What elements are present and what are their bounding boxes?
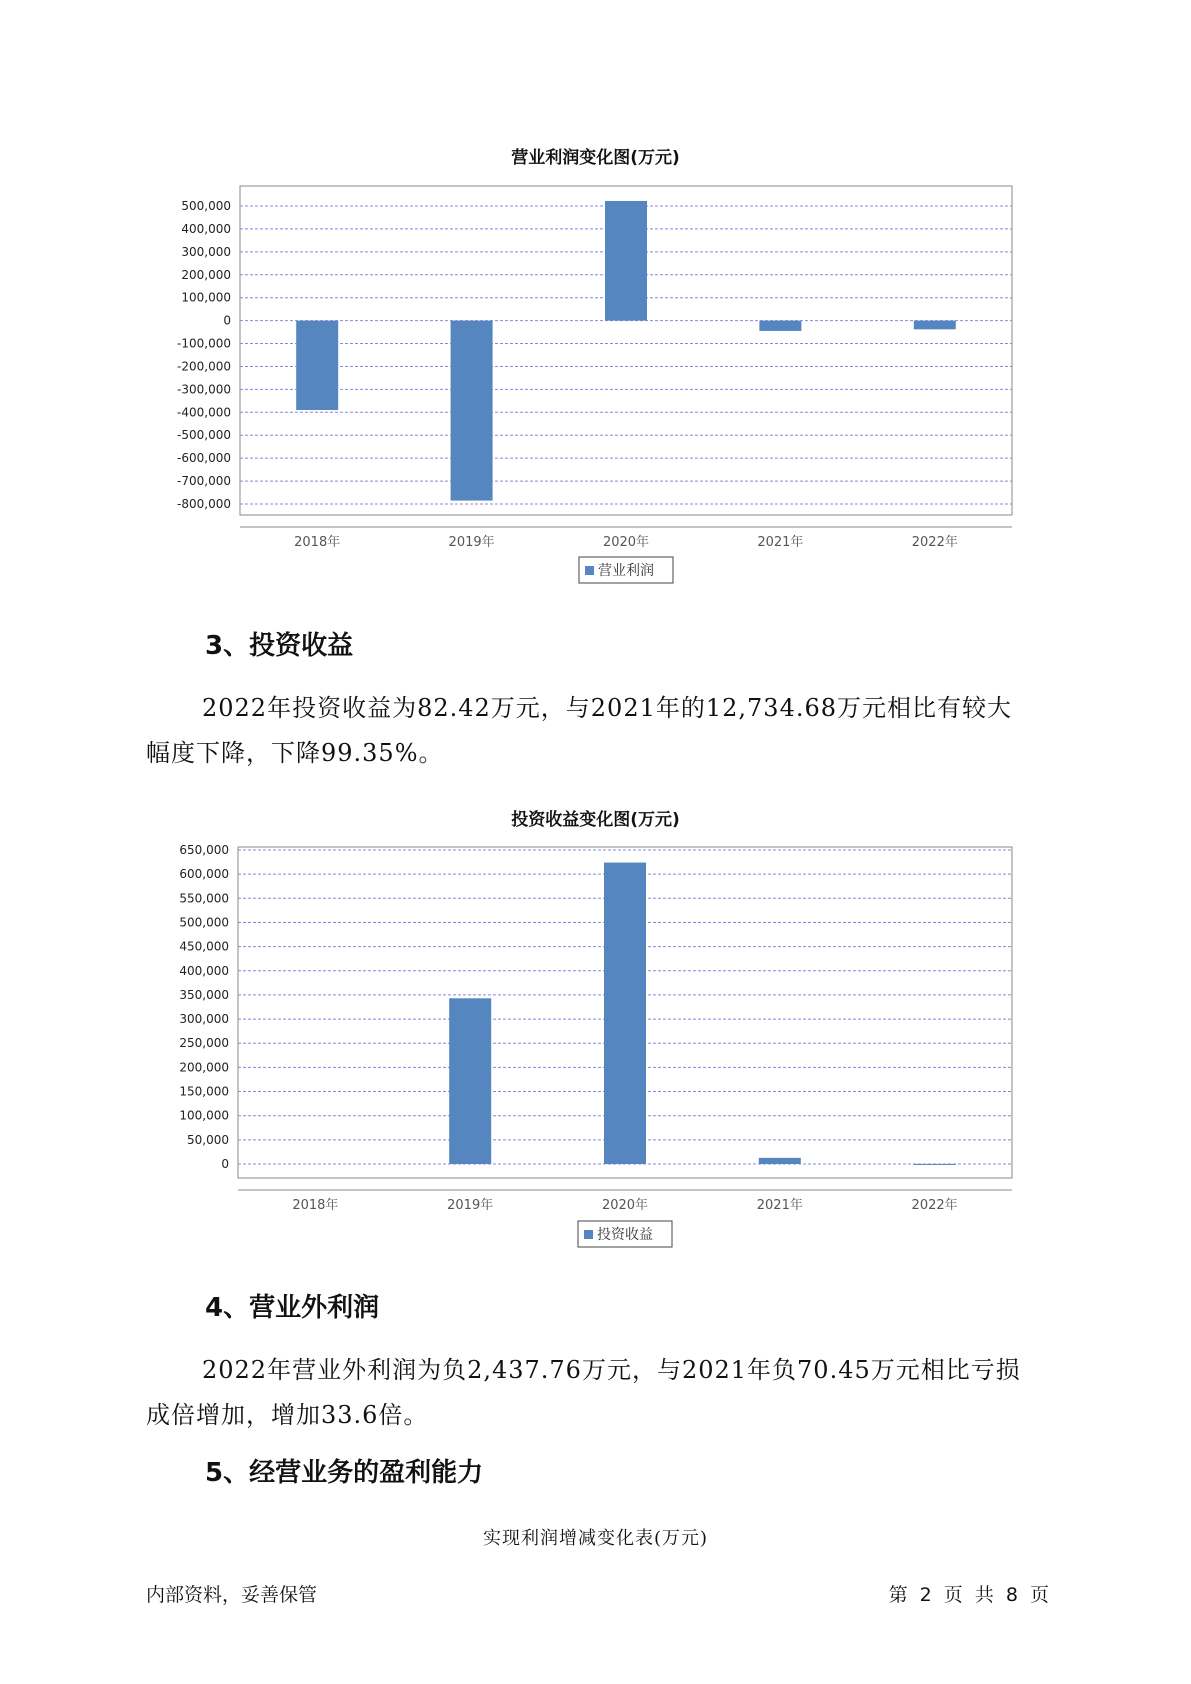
y-tick-label: -600,000 xyxy=(177,451,231,466)
section-4-line-2: 成倍增加，增加33.6倍。 xyxy=(146,1401,429,1429)
y-tick-label: 550,000 xyxy=(179,891,229,906)
chart-title-investment-income: 投资收益变化图(万元) xyxy=(511,810,680,830)
y-tick-label: 0 xyxy=(223,313,231,328)
y-tick-label: 50,000 xyxy=(187,1132,229,1147)
x-tick-label: 2019年 xyxy=(448,535,495,550)
bar-2019年 xyxy=(449,998,491,1164)
section-5-title: 5、经营业务的盈利能力 xyxy=(205,1458,484,1488)
x-tick-label: 2021年 xyxy=(757,535,804,550)
y-tick-label: -700,000 xyxy=(177,474,231,489)
y-tick-label: 350,000 xyxy=(179,987,229,1002)
y-tick-label: -800,000 xyxy=(177,497,231,511)
x-tick-label: 2020年 xyxy=(601,1198,649,1213)
y-tick-label: 100,000 xyxy=(181,290,231,305)
bar-2020年 xyxy=(604,863,646,1164)
x-tick-label: 2021年 xyxy=(756,1198,803,1213)
y-tick-label: 250,000 xyxy=(179,1036,229,1051)
x-tick-label: 2018年 xyxy=(292,1198,339,1213)
bar-2022年 xyxy=(914,1164,956,1165)
y-tick-label: 200,000 xyxy=(179,1060,229,1075)
y-tick-label: 500,000 xyxy=(179,915,229,930)
x-tick-label: 2020年 xyxy=(602,535,650,550)
y-tick-label: 0 xyxy=(221,1157,229,1171)
chart-title-operating-profit: 营业利润变化图(万元) xyxy=(511,148,680,168)
y-tick-label: -500,000 xyxy=(177,428,231,443)
legend-swatch xyxy=(584,1230,593,1239)
y-tick-label: 200,000 xyxy=(181,267,231,282)
y-tick-label: 400,000 xyxy=(181,221,231,236)
y-tick-label: -300,000 xyxy=(177,382,231,397)
section-3-line-2: 幅度下降，下降99.35%。 xyxy=(146,739,444,767)
section-3-line-1: 2022年投资收益为82.42万元，与2021年的12,734.68万元相比有较大 xyxy=(202,694,1013,722)
y-tick-label: -400,000 xyxy=(177,405,231,420)
y-tick-label: 500,000 xyxy=(181,199,231,213)
y-tick-label: 300,000 xyxy=(179,1012,229,1027)
legend-label: 投资收益 xyxy=(597,1227,653,1243)
y-tick-label: 450,000 xyxy=(179,939,229,954)
section-3-title: 3、投资收益 xyxy=(205,631,354,661)
legend-label: 营业利润 xyxy=(598,563,654,579)
y-tick-label: 150,000 xyxy=(179,1084,229,1099)
y-tick-label: 100,000 xyxy=(179,1108,229,1123)
y-tick-label: 600,000 xyxy=(179,867,229,882)
x-tick-label: 2022年 xyxy=(911,1198,958,1213)
section-4-title: 4、营业外利润 xyxy=(205,1293,380,1323)
section-4-line-1: 2022年营业外利润为负2,437.76万元，与2021年负70.45万元相比亏损 xyxy=(202,1356,1021,1384)
y-tick-label: 300,000 xyxy=(181,244,231,259)
x-tick-label: 2018年 xyxy=(294,535,341,550)
footer-confidential-note: 内部资料，妥善保管 xyxy=(146,1584,318,1606)
y-tick-label: 400,000 xyxy=(179,963,229,978)
y-tick-label: 650,000 xyxy=(179,843,229,857)
bar-2021年 xyxy=(759,1158,801,1164)
x-tick-label: 2019年 xyxy=(447,1198,494,1213)
x-tick-label: 2022年 xyxy=(911,535,958,550)
y-tick-label: -100,000 xyxy=(177,336,231,351)
table-caption: 实现利润增减变化表(万元) xyxy=(482,1528,709,1549)
footer-page-number: 第 2 页 共 8 页 xyxy=(888,1584,1049,1606)
section-4-paragraph xyxy=(146,1348,1066,1438)
y-tick-label: -200,000 xyxy=(177,359,231,374)
